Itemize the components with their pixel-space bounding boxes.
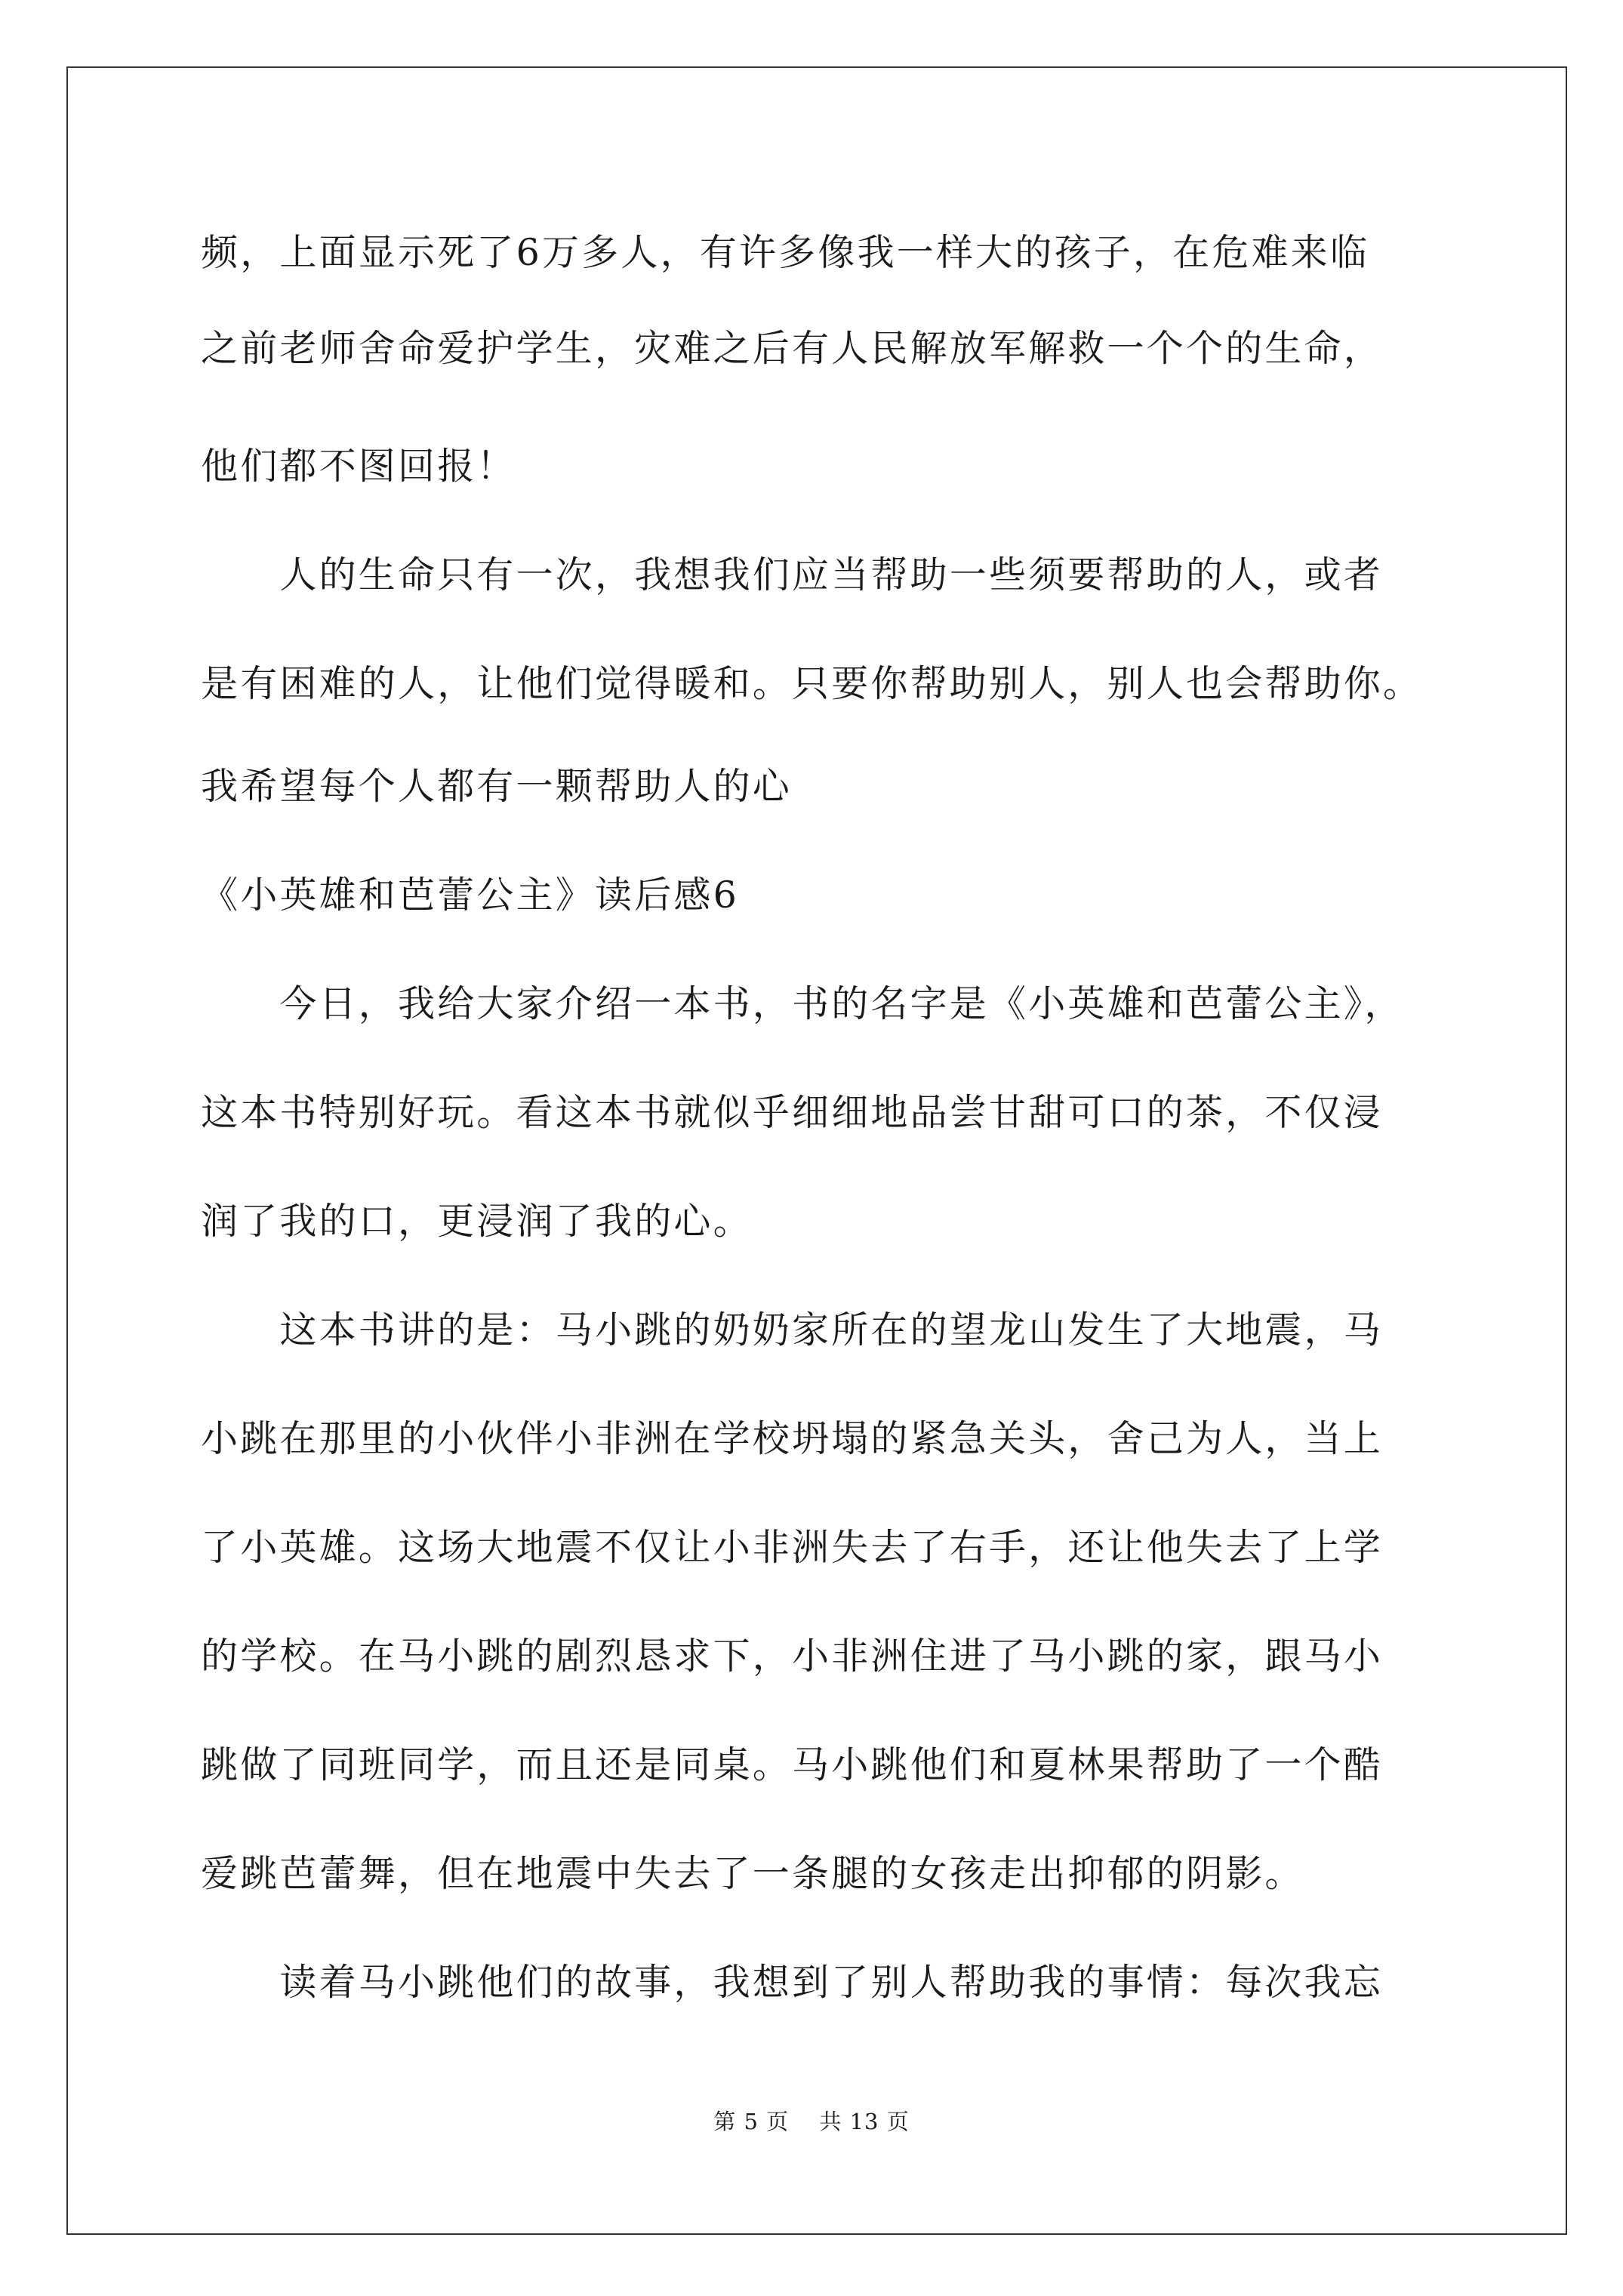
- text-line: 他们都不图回报！: [201, 445, 516, 488]
- text-line: 是有困难的人，让他们觉得暖和。只要你帮助别人，别人也会帮助你。: [201, 662, 1423, 705]
- text-line: 这本书特别好玩。看这本书就似乎细细地品尝甘甜可口的茶，不仅浸: [201, 1091, 1384, 1134]
- text-line: 爱跳芭蕾舞，但在地震中失去了一条腿的女孩走出抑郁的阴影。: [201, 1852, 1304, 1895]
- text-line: 今日，我给大家介绍一本书，书的名字是《小英雄和芭蕾公主》，: [201, 982, 1404, 1025]
- text-line: 之前老师舍命爱护学生，灾难之后有人民解放军解救一个个的生命，: [201, 327, 1384, 370]
- text-line: 这本书讲的是：马小跳的奶奶家所在的望龙山发生了大地震，马: [201, 1308, 1384, 1351]
- page-border: [66, 66, 1567, 2235]
- text-line: 跳做了同班同学，而且还是同桌。马小跳他们和夏林果帮助了一个酷: [201, 1743, 1384, 1786]
- text-line: 了小英雄。这场大地震不仅让小非洲失去了右手，还让他失去了上学: [201, 1526, 1384, 1569]
- text-line: 小跳在那里的小伙伴小非洲在学校坍塌的紧急关头，舍己为人，当上: [201, 1417, 1384, 1460]
- page-number: 第 5 页 共 13 页: [713, 2109, 910, 2134]
- text-line: 频，上面显示死了6万多人，有许多像我一样大的孩子，在危难来临: [201, 231, 1370, 274]
- section-heading: 《小英雄和芭蕾公主》读后感6: [201, 874, 739, 917]
- text-line: 润了我的口，更浸润了我的心。: [201, 1200, 753, 1243]
- text-line: 读着马小跳他们的故事，我想到了别人帮助我的事情：每次我忘: [201, 1961, 1384, 2004]
- text-line: 我希望每个人都有一颗帮助人的心: [201, 765, 793, 808]
- text-line: 的学校。在马小跳的剧烈恳求下，小非洲住进了马小跳的家，跟马小: [201, 1635, 1384, 1678]
- text-line: 人的生命只有一次，我想我们应当帮助一些须要帮助的人，或者: [201, 553, 1384, 596]
